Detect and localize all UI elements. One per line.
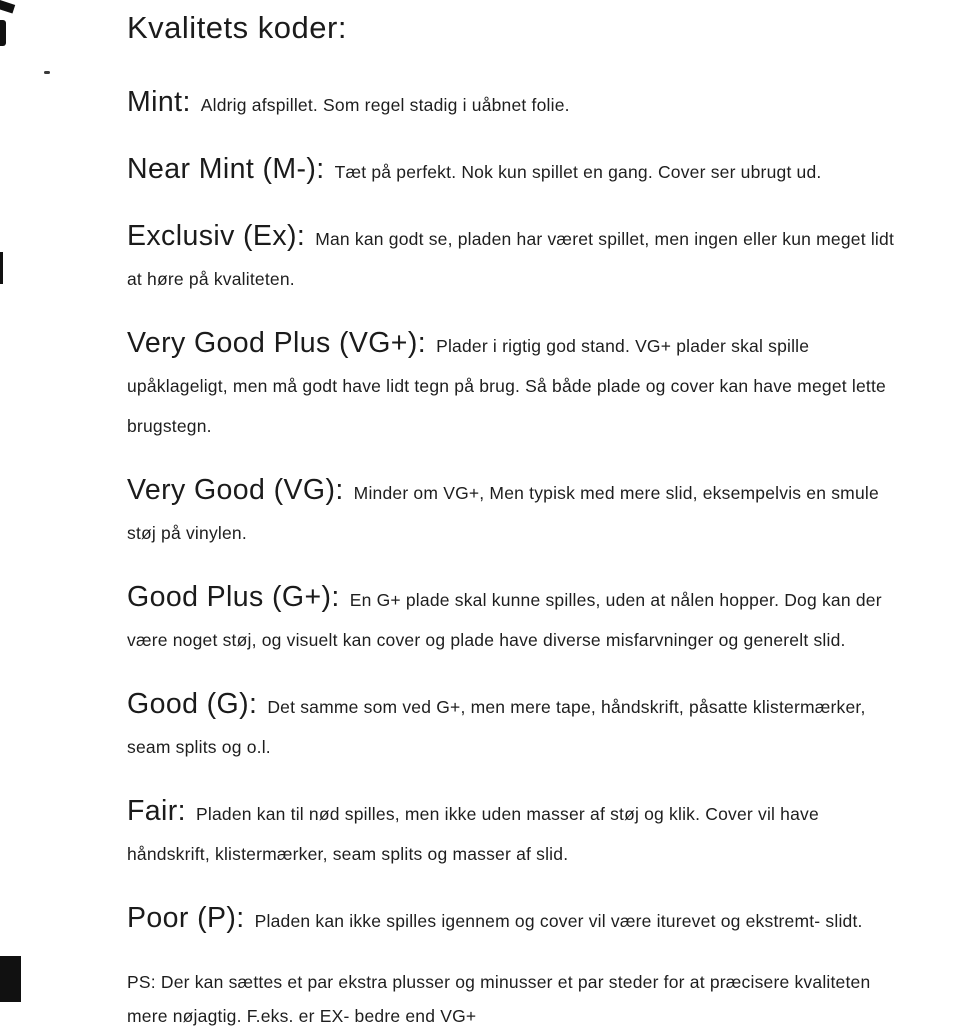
grade-description: Pladen kan til nød spilles, men ikke uden masser af støj og klik. Cover vil have håndskrift, klistermærker, seam splits og masser af slid. bbox=[127, 804, 819, 864]
scan-artifact-dash bbox=[44, 71, 50, 74]
grade-term: Good Plus (G+): bbox=[127, 581, 340, 613]
grade-entry-very-good-plus bbox=[127, 323, 898, 446]
scan-artifact-top-left-2 bbox=[0, 20, 6, 46]
grade-description: Tæt på perfekt. Nok kun spillet en gang. Cover ser ubrugt ud. bbox=[334, 162, 822, 182]
grade-description: Plader i rigtig god stand. VG+ plader skal spille upåklageligt, men må godt have lidt tegn på brug. Så både plade og cover kan have meget lette brugstegn. bbox=[127, 336, 886, 436]
grade-description: Pladen kan ikke spilles igennem og cover vil være iturevet og ekstremt- slidt. bbox=[254, 911, 863, 931]
grade-entry-poor bbox=[127, 898, 898, 941]
grade-term: Poor (P): bbox=[127, 902, 245, 934]
grade-entry-good bbox=[127, 684, 898, 767]
grade-description: Aldrig afspillet. Som regel stadig i uåbnet folie. bbox=[200, 95, 570, 115]
grade-term: Very Good (VG): bbox=[127, 474, 344, 506]
grade-term: Very Good Plus (VG+): bbox=[127, 327, 427, 359]
grade-description: Det samme som ved G+, men mere tape, håndskrift, påsatte klistermærker, seam splits og o.l. bbox=[127, 697, 866, 757]
ps-footnote: PS: Der kan sættes et par ekstra plusser og minusser et par steder for at præcisere kvaliteten mere nøjagtig. F.eks. er EX- bedre end VG+ bbox=[127, 972, 871, 1026]
grade-entry-good-plus bbox=[127, 577, 898, 660]
grade-entry-fair bbox=[127, 791, 898, 874]
grade-term: Good (G): bbox=[127, 688, 258, 720]
grade-term: Exclusiv (Ex): bbox=[127, 220, 306, 252]
scan-artifact-left-edge bbox=[0, 252, 3, 284]
document-page bbox=[127, 10, 898, 1033]
grade-term: Fair: bbox=[127, 795, 186, 827]
grade-entry-very-good bbox=[127, 470, 898, 553]
grade-term: Near Mint (M-): bbox=[127, 153, 325, 185]
page-title: Kvalitets koder: bbox=[127, 10, 347, 45]
grade-entry-exclusiv bbox=[127, 216, 898, 299]
scan-artifact-top-left bbox=[0, 0, 15, 14]
grade-entry-mint bbox=[127, 82, 898, 125]
grade-description: Minder om VG+, Men typisk med mere slid, eksempelvis en smule støj på vinylen. bbox=[127, 483, 879, 543]
scan-artifact-bottom-left bbox=[0, 956, 21, 1002]
grade-term: Mint: bbox=[127, 86, 191, 118]
grade-entry-near-mint bbox=[127, 149, 898, 192]
grade-description: Man kan godt se, pladen har været spillet, men ingen eller kun meget lidt at høre på kvaliteten. bbox=[127, 229, 895, 289]
grade-description: En G+ plade skal kunne spilles, uden at nålen hopper. Dog kan der være noget støj, og visuelt kan cover og plade have diverse misfarvninger og generelt slid. bbox=[127, 590, 882, 650]
